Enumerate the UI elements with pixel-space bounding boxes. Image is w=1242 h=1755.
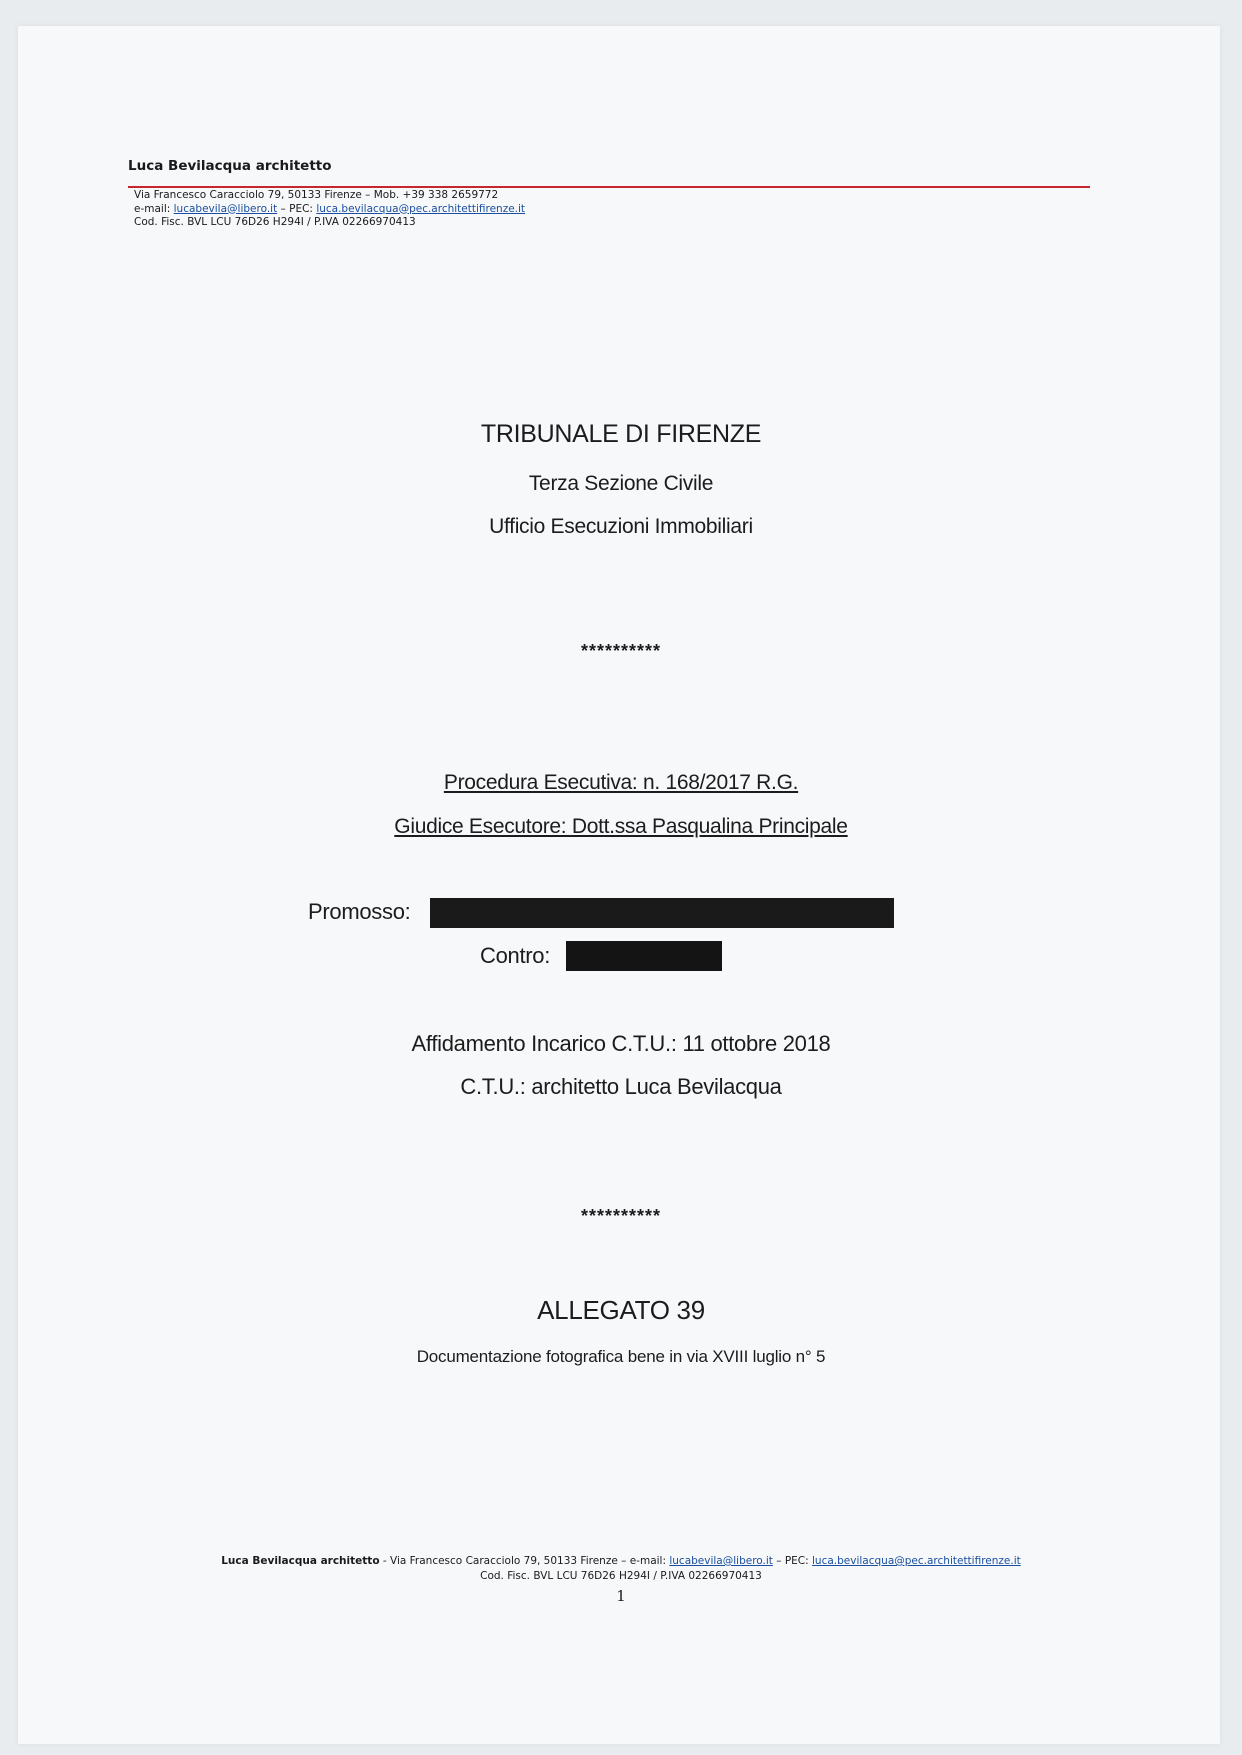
footer-pec-label: – PEC: (776, 1555, 809, 1567)
redaction-bar-promosso (430, 898, 894, 928)
attachment-title: ALLEGATO 39 (537, 1295, 705, 1325)
separator-top: ********** (580, 641, 662, 661)
pec-label: – PEC: (280, 202, 313, 215)
email-label: e-mail: (134, 202, 171, 215)
footer-pec-link[interactable]: luca.bevilacqua@pec.architettifirenze.it (812, 1555, 1021, 1567)
letterhead-fiscal: Cod. Fisc. BVL LCU 76D26 H294I / P.IVA 02266970413 (134, 216, 416, 228)
letterhead-address: Via Francesco Caracciolo 79, 50133 Firenze – Mob. +39 338 2659772 (134, 189, 499, 201)
pec-link[interactable]: luca.bevilacqua@pec.architettifirenze.it (316, 202, 526, 215)
court-office: Ufficio Esecuzioni Immobiliari (489, 515, 753, 538)
letterhead-divider (128, 186, 1090, 188)
letterhead-contacts (134, 203, 525, 217)
ctu-name: C.T.U.: architetto Luca Bevilacqua (460, 1074, 782, 1099)
attachment-subtitle: Documentazione fotografica bene in via XVIII luglio n° 5 (416, 1347, 826, 1366)
promosso-label: Promosso: (308, 899, 411, 924)
letterhead-details (134, 189, 525, 230)
footer-email-link[interactable]: lucabevila@libero.it (669, 1555, 773, 1567)
judge-name: Giudice Esecutore: Dott.ssa Pasqualina Principale (394, 815, 848, 838)
footer-address: - Via Francesco Caracciolo 79, 50133 Firenze – e-mail: (382, 1555, 666, 1567)
footer-fiscal: Cod. Fisc. BVL LCU 76D26 H294I / P.IVA 02266970413 (480, 1570, 762, 1582)
email-link[interactable]: lucabevila@libero.it (173, 202, 278, 215)
redaction-bar-contro (566, 941, 722, 971)
footer-contact-line (0, 1555, 1242, 1567)
contro-label: Contro: (480, 943, 551, 968)
footer-name: Luca Bevilacqua architetto (221, 1555, 380, 1567)
separator-bottom: ********** (580, 1206, 662, 1226)
assignment-date: Affidamento Incarico C.T.U.: 11 ottobre 2018 (411, 1031, 831, 1056)
document-page (18, 26, 1220, 1744)
procedure-number: Procedura Esecutiva: n. 168/2017 R.G. (443, 771, 799, 794)
court-title: TRIBUNALE DI FIRENZE (480, 420, 762, 448)
page-number: 1 (616, 1587, 626, 1605)
court-section: Terza Sezione Civile (528, 472, 714, 495)
letterhead-name: Luca Bevilacqua architetto (128, 158, 332, 174)
